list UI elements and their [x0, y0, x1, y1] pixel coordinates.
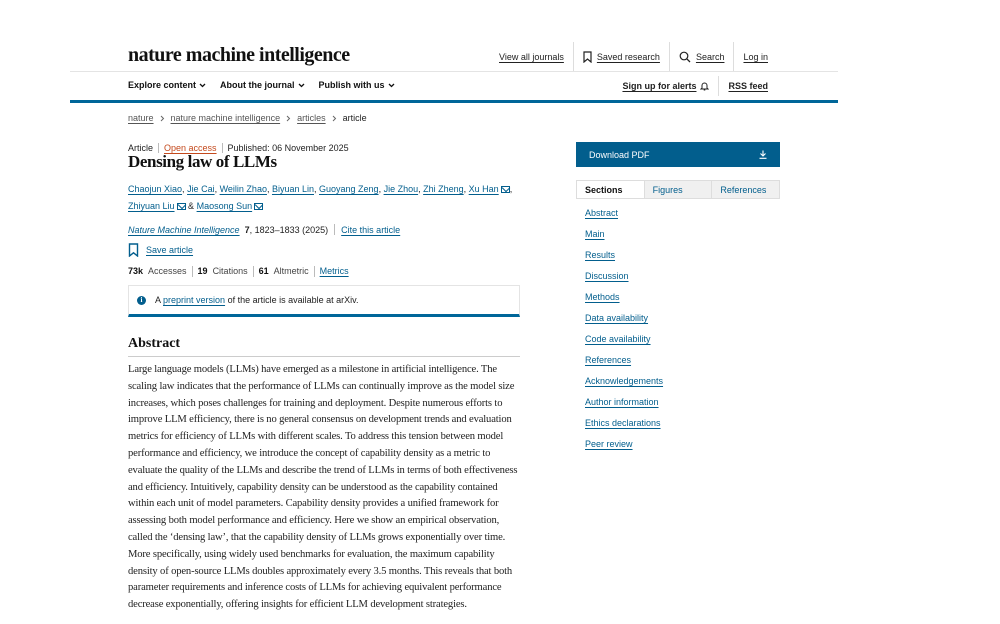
chevron-down-icon: [388, 83, 395, 88]
section-link-main[interactable]: Main: [585, 229, 605, 239]
tab-references[interactable]: References: [711, 181, 779, 198]
nav-about-the-journal[interactable]: About the journal: [220, 80, 305, 90]
preprint-version-link[interactable]: preprint version: [163, 295, 226, 305]
author-link[interactable]: Jie Zhou: [383, 184, 419, 194]
metric-accesses: 73k Accesses: [128, 266, 187, 276]
article-metrics: [128, 266, 354, 277]
author-link[interactable]: Maosong Sun: [196, 201, 253, 211]
nav-publish-with-us[interactable]: Publish with us: [319, 80, 395, 90]
metric-altmetric: 61 Altmetric: [253, 266, 314, 277]
breadcrumb-articles[interactable]: articles: [297, 113, 326, 123]
metrics-link[interactable]: Metrics: [319, 266, 349, 276]
section-link-data-availability[interactable]: Data availability: [585, 313, 649, 323]
breadcrumb-nature[interactable]: nature: [128, 113, 154, 123]
author-link[interactable]: Chaojun Xiao: [128, 184, 183, 194]
mail-icon[interactable]: [501, 186, 510, 193]
author-link[interactable]: Biyuan Lin: [271, 184, 314, 194]
author-link[interactable]: Xu Han: [468, 184, 499, 194]
nav-explore-content[interactable]: Explore content: [128, 80, 206, 90]
header-divider: [70, 71, 838, 72]
saved-research-link[interactable]: Saved research: [573, 42, 669, 71]
section-link-author-information[interactable]: Author information: [585, 397, 659, 407]
sign-up-alerts-link[interactable]: Sign up for alerts: [613, 76, 718, 96]
download-pdf-button[interactable]: Download PDF: [576, 142, 780, 167]
log-in-link[interactable]: Log in: [733, 42, 777, 71]
info-icon: i: [137, 296, 146, 305]
tab-sections[interactable]: Sections: [577, 181, 644, 198]
section-link-methods[interactable]: Methods: [585, 292, 620, 302]
nav-right: [613, 76, 777, 96]
main-nav: [128, 80, 395, 90]
bookmark-icon: [583, 51, 592, 63]
section-link-code-availability[interactable]: Code availability: [585, 334, 651, 344]
breadcrumb-journal[interactable]: nature machine intelligence: [170, 113, 281, 123]
section-link-results[interactable]: Results: [585, 250, 616, 260]
volume: 7: [244, 224, 250, 235]
download-icon: [759, 150, 767, 159]
chevron-down-icon: [298, 83, 305, 88]
section-link-ethics-declarations[interactable]: Ethics declarations: [585, 418, 661, 428]
journal-logo[interactable]: nature machine intelligence: [128, 44, 350, 66]
section-link-abstract[interactable]: Abstract: [585, 208, 619, 218]
save-article-button[interactable]: Save article: [128, 243, 193, 257]
open-access-link[interactable]: Open access: [164, 143, 217, 153]
section-link-acknowledgements[interactable]: Acknowledgements: [585, 376, 664, 386]
journal-link[interactable]: Nature Machine Intelligence: [128, 224, 240, 235]
mail-icon[interactable]: [177, 203, 186, 210]
author-link[interactable]: Guoyang Zeng: [319, 184, 379, 194]
bell-icon: [700, 81, 709, 91]
author-link[interactable]: Zhi Zheng: [423, 184, 464, 194]
article-type: Article: [128, 143, 154, 153]
chevron-right-icon: [286, 115, 291, 122]
published-date: Published: 06 November 2025: [222, 143, 354, 153]
header-blue-bar: [70, 100, 838, 103]
author-link[interactable]: Zhiyuan Liu: [128, 201, 175, 211]
sections-list: [585, 208, 663, 460]
abstract-heading: Abstract: [128, 336, 181, 351]
bookmark-icon: [128, 243, 139, 257]
section-link-discussion[interactable]: Discussion: [585, 271, 629, 281]
search-icon: [679, 51, 691, 63]
chevron-right-icon: [332, 115, 337, 122]
article-title: Densing law of LLMs: [128, 152, 277, 171]
tab-figures[interactable]: Figures: [644, 181, 712, 198]
section-link-references[interactable]: References: [585, 355, 632, 365]
cite-this-article-link[interactable]: Cite this article: [341, 224, 401, 235]
sidebar-tabs: [576, 180, 780, 199]
abstract-divider: [128, 356, 520, 357]
rss-feed-link[interactable]: RSS feed: [718, 76, 777, 96]
section-link-peer-review[interactable]: Peer review: [585, 439, 633, 449]
metric-citations: 19 Citations: [192, 266, 253, 277]
citation-row: [128, 224, 400, 235]
abstract-text: Large language models (LLMs) have emerged as a milestone in artificial intelligence. The scaling law indicates that the performance of LLMs can continually improve as the model size increases, which poses challenges for training and deployment. Despite numerous efforts to improve LLM efficiency, there is no general consensus on development trends and evaluation metrics for efficiency of LLMs with different scales. To address this tension between model performance and efficiency, we introduce the concept of capability density as a metric to evaluate the quality of the LLMs and describe the trend of LLMs in terms of both effectiveness and efficiency. Intuitively, capability density can be understood as the capability contained within each unit of model parameters. Capability density provides a unified framework for assessing both model performance and efficiency. Here we show an empirical observation, called the ‘densing law’, that the capability density of LLMs grows exponentially over time. More specifically, using widely used benchmarks for evaluation, the maximum capability density of open-source LLMs doubles approximately every 3.5 months. This reveals that both parameter requirements and inference costs of LLMs for achieving equivalent performance decrease exponentially, offering insights for efficient LLM development strategies.: [128, 364, 518, 611]
author-link[interactable]: Jie Cai: [187, 184, 215, 194]
search-link[interactable]: Search: [669, 42, 734, 71]
view-all-journals-link[interactable]: View all journals: [499, 51, 564, 62]
chevron-down-icon: [199, 83, 206, 88]
preprint-notice: i A preprint version of the article is available at arXiv.: [128, 285, 520, 317]
breadcrumb-current: article: [342, 113, 367, 123]
pages: , 1823–1833 (2025): [249, 224, 329, 235]
mail-icon[interactable]: [254, 203, 263, 210]
chevron-right-icon: [160, 115, 165, 122]
author-link[interactable]: Weilin Zhao: [219, 184, 267, 194]
breadcrumb: [128, 113, 367, 123]
top-links: [490, 42, 777, 71]
author-list: Chaojun Xiao, Jie Cai, Weilin Zhao, Biyuan Lin, Guoyang Zeng, Jie Zhou, Zhi Zheng, Xu Han , Zhiyuan Liu & Maosong Sun: [128, 184, 513, 211]
